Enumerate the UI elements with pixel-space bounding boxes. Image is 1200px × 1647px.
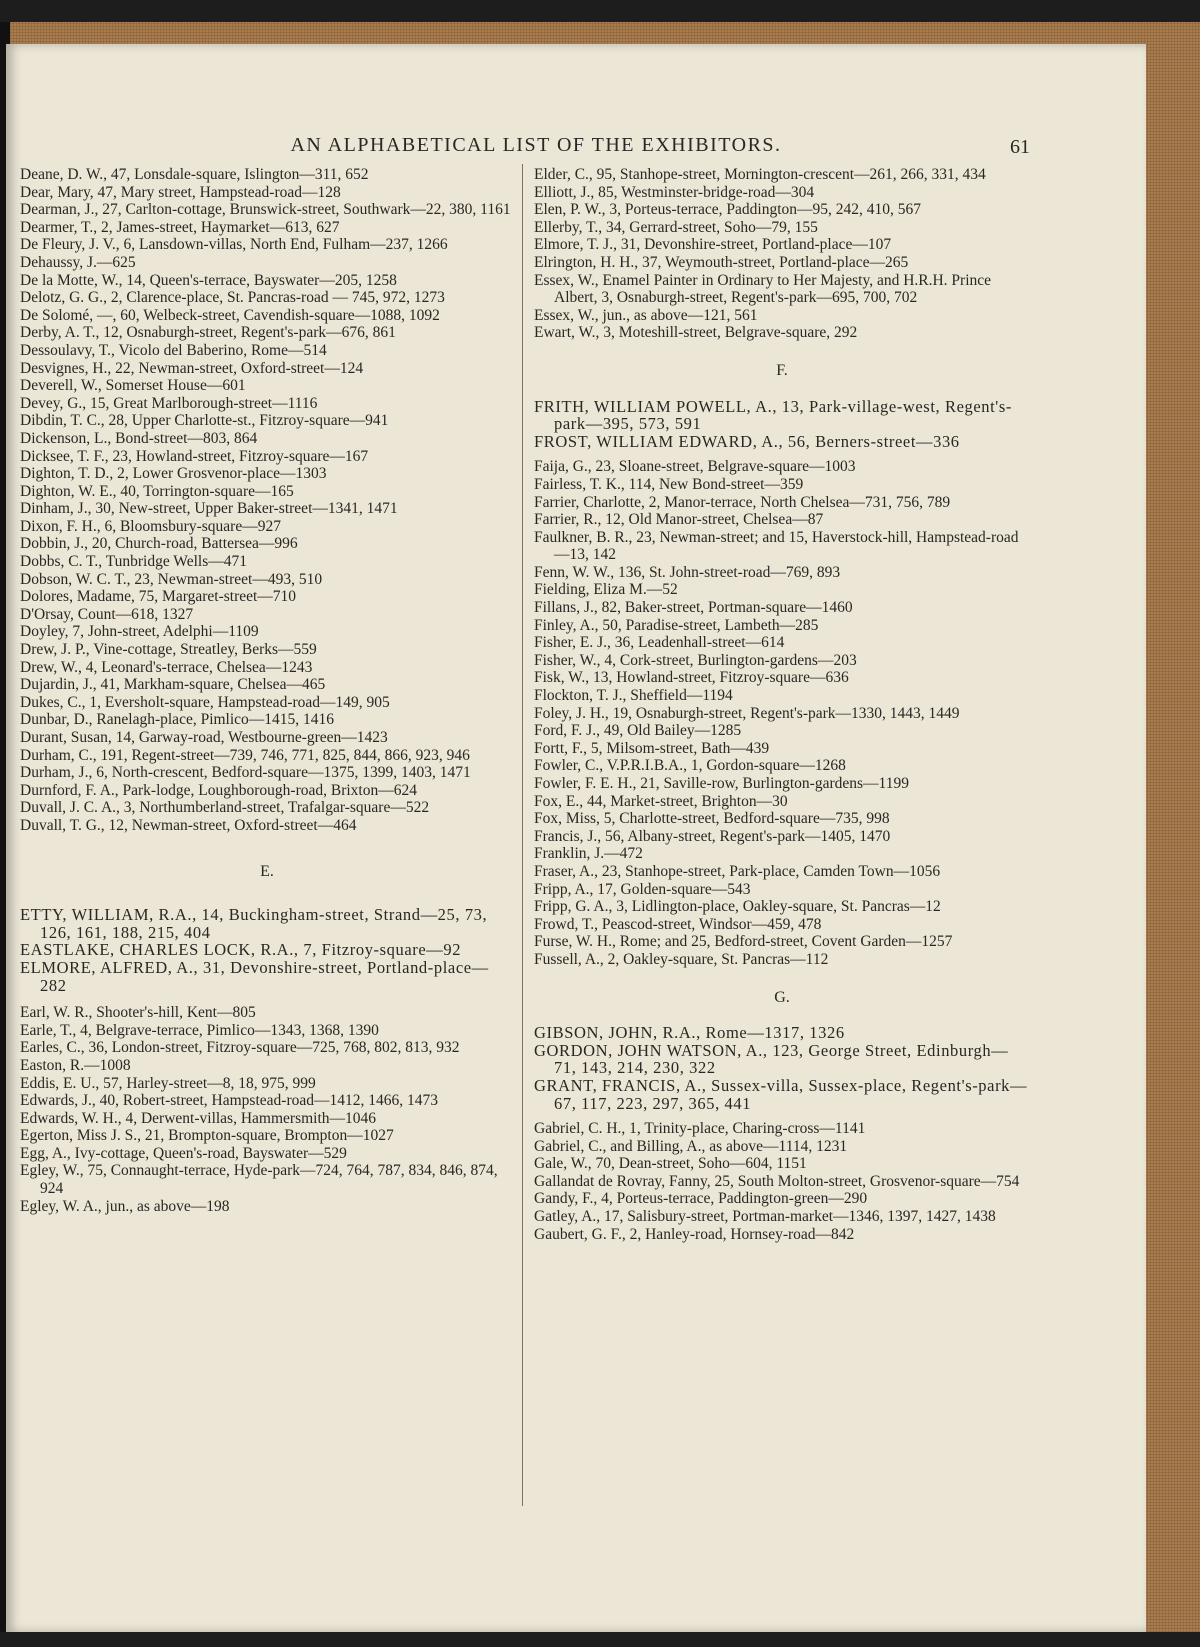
exhibitor-entry: Duvall, T. G., 12, Newman-street, Oxford-street—464	[20, 816, 357, 834]
exhibitor-entry: Deane, D. W., 47, Lonsdale-square, Islington—311, 652	[20, 166, 369, 183]
exhibitor-entry: Desvignes, H., 22, Newman-street, Oxford-street—124	[20, 359, 364, 377]
exhibitor-entry: Fortt, F., 5, Milsom-street, Bath—439	[534, 739, 770, 757]
entries-e-academicians	[20, 906, 514, 994]
entries-e	[20, 1004, 514, 1215]
exhibitor-entry: Fox, Miss, 5, Charlotte-street, Bedford-square—735, 998	[534, 810, 890, 828]
exhibitor-entry: Farrier, Charlotte, 2, Manor-terrace, North Chelsea—731, 756, 789	[534, 493, 951, 511]
exhibitor-entry: Fox, E., 44, Market-street, Brighton—30	[534, 792, 788, 810]
exhibitor-entry: Earl, W. R., Shooter's-hill, Kent—805	[20, 1004, 256, 1022]
entries-e-continued	[534, 166, 1030, 342]
section-letter-f: F.	[776, 361, 788, 379]
page-number: 61	[1010, 136, 1030, 158]
exhibitor-entry: Edwards, W. H., 4, Derwent-villas, Hammersmith—1046	[20, 1109, 377, 1127]
entries-g-academicians	[534, 1024, 1030, 1112]
exhibitor-entry: Dinham, J., 30, New-street, Upper Baker-street—1341, 1471	[20, 500, 398, 518]
exhibitor-entry: Dighton, T. D., 2, Lower Grosvenor-place—1303	[20, 465, 327, 483]
exhibitor-entry: Durham, C., 191, Regent-street—739, 746, 771, 825, 844, 866, 923, 946	[20, 746, 470, 764]
entries-f	[534, 458, 1030, 968]
exhibitor-entry: Elmore, T. J., 31, Devonshire-street, Portland-place—107	[534, 236, 892, 254]
exhibitor-entry: Earle, T., 4, Belgrave-terrace, Pimlico—1343, 1368, 1390	[20, 1021, 379, 1039]
exhibitor-entry: Fairless, T. K., 114, New Bond-street—359	[534, 475, 804, 493]
exhibitor-entry: Edwards, J., 40, Robert-street, Hampstead-road—1412, 1466, 1473	[20, 1092, 438, 1110]
exhibitor-entry: Dearman, J., 27, Carlton-cottage, Brunswick-street, Southwark—22, 380, 1161	[20, 201, 511, 219]
exhibitor-entry: Dobson, W. C. T., 23, Newman-street—493, 510	[20, 570, 323, 588]
exhibitor-entry: Franklin, J.—472	[534, 845, 643, 863]
exhibitor-entry: Dunbar, D., Ranelagh-place, Pimlico—1415, 1416	[20, 711, 335, 729]
exhibitor-entry: GIBSON, JOHN, R.A., Rome—1317, 1326	[534, 1023, 845, 1043]
exhibitor-entry: Dehaussy, J.—625	[20, 253, 136, 271]
exhibitor-entry: Egerton, Miss J. S., 21, Brompton-square, Brompton—1027	[20, 1127, 394, 1145]
exhibitor-entry: Dolores, Madame, 75, Margaret-street—710	[20, 588, 297, 606]
exhibitor-entry: Deverell, W., Somerset House—601	[20, 377, 246, 395]
exhibitor-entry: Dujardin, J., 41, Markham-square, Chelsea—465	[20, 676, 326, 694]
exhibitor-entry: FROST, WILLIAM EDWARD, A., 56, Berners-street—336	[534, 431, 960, 451]
running-head: AN ALPHABETICAL LIST OF THE EXHIBITORS.	[290, 134, 782, 156]
exhibitor-entry: Finley, A., 50, Paradise-street, Lambeth—285	[534, 616, 819, 634]
exhibitor-entry: Durnford, F. A., Park-lodge, Loughborough-road, Brixton—624	[20, 781, 417, 799]
exhibitor-entry: Doyley, 7, John-street, Adelphi—1109	[20, 623, 259, 641]
exhibitor-entry: Faija, G., 23, Sloane-street, Belgrave-square—1003	[534, 458, 856, 476]
exhibitor-entry: Gatley, A., 17, Salisbury-street, Portman-market—1346, 1397, 1427, 1438	[534, 1208, 996, 1226]
exhibitor-entry: Easton, R.—1008	[20, 1056, 131, 1074]
exhibitor-entry: Dobbin, J., 20, Church-road, Battersea—996	[20, 535, 298, 553]
exhibitor-entry: Fisher, W., 4, Cork-street, Burlington-gardens—203	[534, 651, 857, 669]
exhibitor-entry: Derby, A. T., 12, Osnaburgh-street, Regent's-park—676, 861	[20, 324, 396, 342]
exhibitor-entry: Elrington, H. H., 37, Weymouth-street, Portland-place—265	[534, 253, 909, 271]
exhibitor-entry: Gabriel, C. H., 1, Trinity-place, Charing-cross—1141	[534, 1120, 866, 1138]
exhibitor-entry: Gandy, F., 4, Porteus-terrace, Paddington-green—290	[534, 1190, 868, 1208]
exhibitor-entry: Egg, A., Ivy-cottage, Queen's-road, Bayswater—529	[20, 1144, 347, 1162]
exhibitor-entry: Fripp, G. A., 3, Lidlington-place, Oakley-square, St. Pancras—12	[534, 898, 941, 916]
exhibitor-entry: De Fleury, J. V., 6, Lansdown-villas, North End, Fulham—237, 1266	[20, 236, 448, 254]
exhibitor-entry: Earles, C., 36, London-street, Fitzroy-square—725, 768, 802, 813, 932	[20, 1039, 460, 1057]
exhibitor-entry: De Solomé, —, 60, Welbeck-street, Cavendish-square—1088, 1092	[20, 306, 440, 324]
exhibitor-entry: Egley, W. A., jun., as above—198	[20, 1197, 230, 1215]
exhibitor-entry: Duvall, J. C. A., 3, Northumberland-street, Trafalgar-square—522	[20, 799, 430, 817]
exhibitor-entry: Elliott, J., 85, Westminster-bridge-road—304	[534, 183, 815, 201]
section-letter-e: E.	[260, 862, 274, 880]
exhibitor-entry: Drew, W., 4, Leonard's-terrace, Chelsea—1243	[20, 658, 313, 676]
exhibitor-entry: De la Motte, W., 14, Queen's-terrace, Bayswater—205, 1258	[20, 271, 397, 289]
exhibitor-entry: Dickenson, L., Bond-street—803, 864	[20, 429, 258, 447]
exhibitor-entry: GORDON, JOHN WATSON, A., 123, George Street, Edinburgh—71, 143, 214, 230, 322	[534, 1040, 1009, 1078]
exhibitor-entry: Francis, J., 56, Albany-street, Regent's-park—1405, 1470	[534, 827, 891, 845]
exhibitor-entry: Fripp, A., 17, Golden-square—543	[534, 880, 751, 898]
exhibitor-entry: Dobbs, C. T., Tunbridge Wells—471	[20, 553, 247, 571]
exhibitor-entry: Ewart, W., 3, Moteshill-street, Belgrave-square, 292	[534, 324, 858, 342]
exhibitor-entry: Farrier, R., 12, Old Manor-street, Chelsea—87	[534, 511, 824, 529]
exhibitor-entry: Egley, W., 75, Connaught-terrace, Hyde-park—724, 764, 787, 834, 846, 874, 924	[20, 1162, 498, 1198]
exhibitor-entry: Fisk, W., 13, Howland-street, Fitzroy-square—636	[534, 669, 849, 687]
entries-g	[534, 1120, 1030, 1243]
exhibitor-entry: Dearmer, T., 2, James-street, Haymarket—613, 627	[20, 218, 340, 236]
exhibitor-entry: EASTLAKE, CHARLES LOCK, R.A., 7, Fitzroy-square—92	[20, 940, 462, 960]
exhibitor-entry: Dibdin, T. C., 28, Upper Charlotte-st., Fitzroy-square—941	[20, 412, 389, 430]
exhibitor-entry: Gaubert, G. F., 2, Hanley-road, Hornsey-road—842	[534, 1225, 855, 1243]
left-column	[20, 166, 514, 1215]
exhibitor-entry: Devey, G., 15, Great Marlborough-street—1116	[20, 394, 318, 412]
exhibitor-entry: D'Orsay, Count—618, 1327	[20, 605, 194, 623]
exhibitor-entry: Fowler, C., V.P.R.I.B.A., 1, Gordon-square—1268	[534, 757, 846, 775]
column-divider	[522, 164, 523, 1506]
exhibitor-entry: Essex, W., jun., as above—121, 561	[534, 306, 758, 324]
exhibitor-entry: Dicksee, T. F., 23, Howland-street, Fitzroy-square—167	[20, 447, 369, 465]
exhibitor-entry: Fowler, F. E. H., 21, Saville-row, Burlington-gardens—1199	[534, 775, 909, 792]
section-letter-g: G.	[774, 988, 790, 1006]
exhibitor-entry: Foley, J. H., 19, Osnaburgh-street, Regent's-park—1330, 1443, 1449	[534, 704, 960, 722]
exhibitor-entry: Furse, W. H., Rome; and 25, Bedford-street, Covent Garden—1257	[534, 933, 953, 951]
exhibitor-entry: FRITH, WILLIAM POWELL, A., 13, Park-village-west, Regent's-park—395, 573, 591	[534, 396, 1012, 434]
exhibitor-entry: Fisher, E. J., 36, Leadenhall-street—614	[534, 634, 785, 652]
exhibitor-entry: Flockton, T. J., Sheffield—1194	[534, 687, 733, 705]
exhibitor-entry: Frowd, T., Peascod-street, Windsor—459, 478	[534, 915, 822, 933]
exhibitor-entry: Fenn, W. W., 136, St. John-street-road—769, 893	[534, 563, 841, 581]
exhibitor-entry: Gallandat de Rovray, Fanny, 25, South Molton-street, Grosvenor-square—754	[534, 1172, 1020, 1190]
exhibitor-entry: Faulkner, B. R., 23, Newman-street; and 15, Haverstock-hill, Hampstead-road—13, 142	[534, 528, 1019, 564]
exhibitor-entry: Durant, Susan, 14, Garway-road, Westbourne-green—1423	[20, 729, 388, 746]
exhibitor-entry: Dighton, W. E., 40, Torrington-square—165	[20, 482, 294, 500]
exhibitor-entry: Dear, Mary, 47, Mary street, Hampstead-road—128	[20, 183, 341, 201]
exhibitor-entry: Ellerby, T., 34, Gerrard-street, Soho—79, 155	[534, 218, 818, 236]
entries-f-academicians	[534, 398, 1030, 451]
exhibitor-entry: Dukes, C., 1, Eversholt-square, Hampstead-road—149, 905	[20, 693, 390, 711]
exhibitor-entry: Eddis, E. U., 57, Harley-street—8, 18, 975, 999	[20, 1074, 316, 1092]
exhibitor-entry: Elen, P. W., 3, Porteus-terrace, Paddington—95, 242, 410, 567	[534, 201, 922, 219]
exhibitor-entry: Fielding, Eliza M.—52	[534, 581, 678, 599]
exhibitor-entry: Dessoulavy, T., Vicolo del Baberino, Rome—514	[20, 341, 327, 359]
exhibitor-entry: Durham, J., 6, North-crescent, Bedford-square—1375, 1399, 1403, 1471	[20, 764, 471, 782]
exhibitor-entry: Fussell, A., 2, Oakley-square, St. Pancras—112	[534, 950, 829, 968]
book-page	[6, 44, 1146, 1632]
entries-d	[20, 166, 514, 835]
right-column	[534, 166, 1030, 1243]
exhibitor-entry: Elder, C., 95, Stanhope-street, Mornington-crescent—261, 266, 331, 434	[534, 166, 986, 183]
exhibitor-entry: Fraser, A., 23, Stanhope-street, Park-place, Camden Town—1056	[534, 862, 941, 880]
exhibitor-entry: Essex, W., Enamel Painter in Ordinary to Her Majesty, and H.R.H. Prince Albert, 3, Osnaburgh-street, Regent's-park—695, 700, 702	[534, 271, 992, 307]
exhibitor-entry: GRANT, FRANCIS, A., Sussex-villa, Sussex-place, Regent's-park—67, 117, 223, 297, 365, 441	[534, 1075, 1028, 1113]
exhibitor-entry: Dixon, F. H., 6, Bloomsbury-square—927	[20, 517, 281, 535]
exhibitor-entry: Drew, J. P., Vine-cottage, Streatley, Berks—559	[20, 641, 317, 659]
exhibitor-entry: ETTY, WILLIAM, R.A., 14, Buckingham-street, Strand—25, 73, 126, 161, 188, 215, 404	[20, 905, 488, 942]
exhibitor-entry: Ford, F. J., 49, Old Bailey—1285	[534, 722, 742, 740]
exhibitor-entry: Fillans, J., 82, Baker-street, Portman-square—1460	[534, 599, 853, 617]
exhibitor-entry: ELMORE, ALFRED, A., 31, Devonshire-street, Portland-place—282	[20, 957, 489, 995]
exhibitor-entry: Gale, W., 70, Dean-street, Soho—604, 1151	[534, 1155, 807, 1173]
exhibitor-entry: Gabriel, C., and Billing, A., as above—1114, 1231	[534, 1137, 848, 1155]
exhibitor-entry: Delotz, G. G., 2, Clarence-place, St. Pancras-road — 745, 972, 1273	[20, 289, 445, 307]
